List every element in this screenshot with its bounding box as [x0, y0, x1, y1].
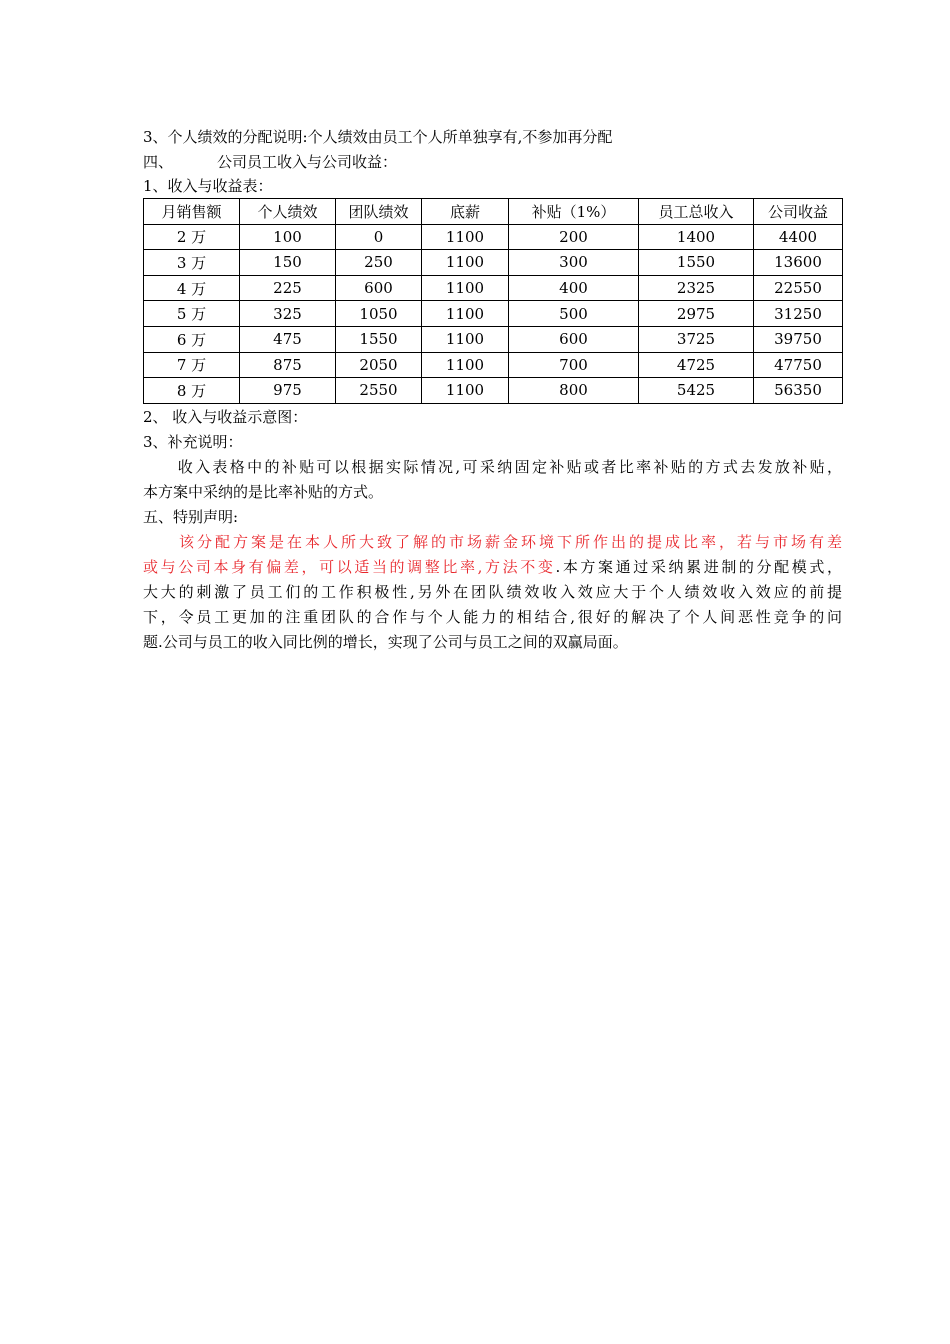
supplement-line: 收入表格中的补贴可以根据实际情况,可采纳固定补贴或者比率补贴的方式去发放补贴，	[143, 458, 842, 476]
section-3-personal-performance-note: 3、个人绩效的分配说明:个人绩效由员工个人所单独享有,不参加再分配	[143, 128, 613, 146]
table-cell: 5 万	[144, 301, 240, 327]
table-cell: 475	[240, 326, 336, 352]
section-4-title: 公司员工收入与公司收益：	[217, 153, 398, 171]
table-cell: 800	[509, 378, 639, 404]
table-cell: 300	[509, 250, 639, 276]
declaration-line-emphasis: 该分配方案是在本人所大致了解的市场薪金环境下所作出的提成比率，若与市场有差	[143, 533, 842, 551]
table-cell: 200	[509, 224, 639, 250]
declaration-line: 题.公司与员工的收入同比例的增长，实现了公司与员工之间的双赢局面。	[143, 633, 628, 651]
header-employee-total-income: 员工总收入	[639, 199, 754, 225]
table-cell: 225	[240, 275, 336, 301]
table-cell: 13600	[754, 250, 843, 276]
table-cell: 600	[509, 326, 639, 352]
declaration-line: 大大的刺激了员工们的工作积极性,另外在团队绩效收入效应大于个人绩效收入效应的前提	[143, 583, 842, 601]
table-row	[144, 250, 843, 276]
table-cell: 700	[509, 352, 639, 378]
section-4-heading	[143, 151, 397, 173]
table-row	[144, 378, 843, 404]
table-cell: 3725	[639, 326, 754, 352]
table-cell: 500	[509, 301, 639, 327]
table-cell: 2325	[639, 275, 754, 301]
table-cell: 1100	[422, 326, 509, 352]
table-cell: 1550	[639, 250, 754, 276]
header-allowance: 补贴（1%）	[509, 199, 639, 225]
table-row	[144, 326, 843, 352]
table-row	[144, 224, 843, 250]
header-monthly-sales: 月销售额	[144, 199, 240, 225]
declaration-line	[143, 555, 842, 580]
table-cell: 1100	[422, 275, 509, 301]
table-cell: 1550	[336, 326, 422, 352]
table-cell: 2 万	[144, 224, 240, 250]
header-base-salary: 底薪	[422, 199, 509, 225]
table-cell: 31250	[754, 301, 843, 327]
table-cell: 5425	[639, 378, 754, 404]
table-cell: 4400	[754, 224, 843, 250]
table-cell: 8 万	[144, 378, 240, 404]
table-row	[144, 275, 843, 301]
table-cell: 325	[240, 301, 336, 327]
table-cell: 2975	[639, 301, 754, 327]
table-cell: 875	[240, 352, 336, 378]
table-cell: 22550	[754, 275, 843, 301]
header-team-performance: 团队绩效	[336, 199, 422, 225]
declaration-line: 下，令员工更加的注重团队的合作与个人能力的相结合,很好的解决了个人间恶性竞争的问	[143, 608, 842, 626]
table-header-row	[144, 199, 843, 225]
subsection-1-heading: 1、收入与收益表：	[143, 177, 273, 195]
table-cell: 1100	[422, 352, 509, 378]
table-cell: 1050	[336, 301, 422, 327]
table-row	[144, 301, 843, 327]
subsection-2-heading: 2、 收入与收益示意图：	[143, 408, 308, 426]
table-cell: 39750	[754, 326, 843, 352]
table-cell: 250	[336, 250, 422, 276]
table-cell: 2050	[336, 352, 422, 378]
table-cell: 1100	[422, 224, 509, 250]
table-cell: 1100	[422, 301, 509, 327]
table-cell: 4725	[639, 352, 754, 378]
table-cell: 400	[509, 275, 639, 301]
table-cell: 7 万	[144, 352, 240, 378]
section-4-number: 四、	[143, 153, 174, 171]
table-cell: 975	[240, 378, 336, 404]
supplement-line: 本方案中采纳的是比率补贴的方式。	[143, 483, 384, 501]
table-cell: 150	[240, 250, 336, 276]
table-cell: 4 万	[144, 275, 240, 301]
table-cell: 47750	[754, 352, 843, 378]
table-cell: 1100	[422, 250, 509, 276]
table-cell: 56350	[754, 378, 843, 404]
table-cell: 600	[336, 275, 422, 301]
table-cell: 3 万	[144, 250, 240, 276]
declaration-emphasis-text: 或与公司本身有偏差，可以适当的调整比率,方法不变	[143, 558, 556, 576]
subsection-3-heading: 3、补充说明：	[143, 433, 243, 451]
table-cell: 6 万	[144, 326, 240, 352]
table-cell: 0	[336, 224, 422, 250]
table-cell: 100	[240, 224, 336, 250]
declaration-paragraph	[143, 530, 842, 655]
table-row	[144, 352, 843, 378]
supplement-paragraph	[143, 455, 842, 505]
table-cell: 1400	[639, 224, 754, 250]
header-personal-performance: 个人绩效	[240, 199, 336, 225]
header-company-profit: 公司收益	[754, 199, 843, 225]
income-table	[143, 198, 843, 404]
table-cell: 2550	[336, 378, 422, 404]
table-cell: 1100	[422, 378, 509, 404]
declaration-normal-text: .本方案通过采纳累进制的分配模式，	[555, 558, 842, 576]
section-5-heading: 五、特别声明:	[143, 508, 239, 526]
